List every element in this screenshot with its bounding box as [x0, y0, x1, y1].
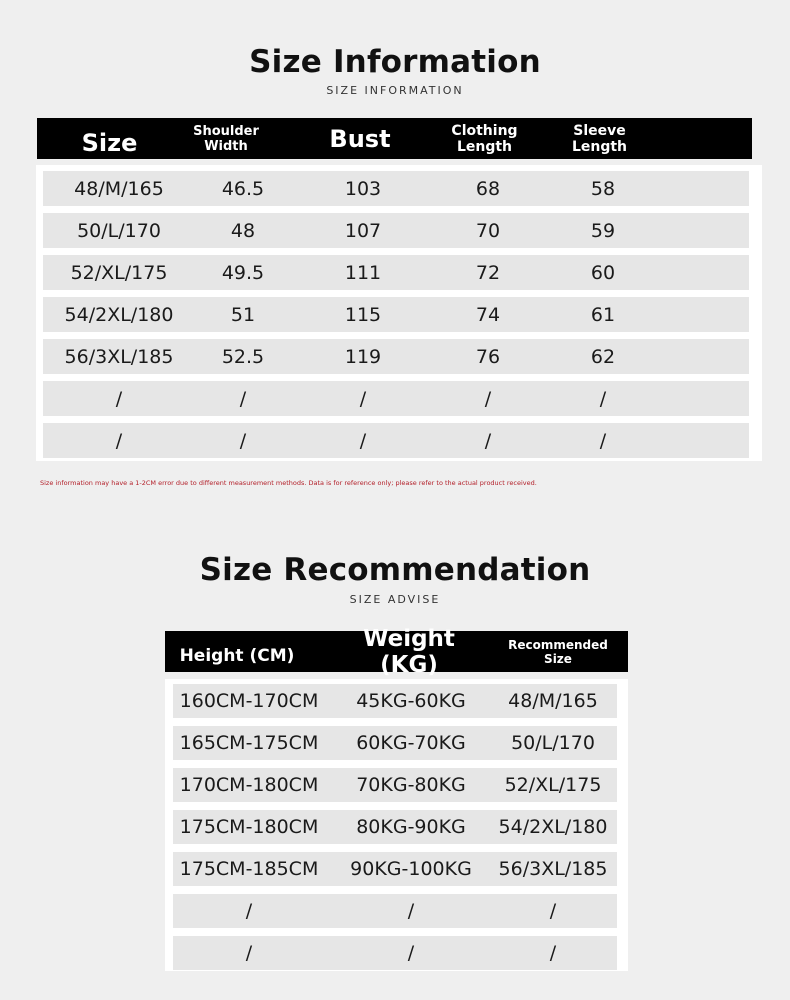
size-info-row [43, 423, 749, 458]
size-rec-cell-size: 52/XL/175 [504, 774, 602, 796]
size-rec-cell-height: 175CM-180CM [179, 816, 319, 838]
size-rec-cell-size: 48/M/165 [508, 690, 598, 712]
size-recommendation-header [165, 625, 628, 678]
size-rec-cell-size: / [549, 900, 557, 922]
header-clothing-length: Clothing Length [451, 122, 518, 155]
size-information-header [37, 118, 752, 159]
size-info-cell-size: 54/2XL/180 [64, 303, 174, 326]
size-rec-row [173, 852, 617, 886]
size-rec-cell-size: 54/2XL/180 [498, 816, 608, 838]
size-info-cell-sleeve: 61 [590, 303, 616, 326]
size-rec-cell-size: 50/L/170 [511, 732, 595, 754]
size-information-subtitle: SIZE INFORMATION [326, 84, 464, 97]
size-info-cell-size: / [115, 387, 123, 410]
size-rec-cell-weight: 80KG-90KG [356, 816, 466, 838]
size-rec-row [173, 810, 617, 844]
size-info-cell-length: 68 [475, 177, 501, 200]
size-rec-row [173, 894, 617, 928]
size-rec-row [173, 936, 617, 970]
size-rec-cell-weight: 90KG-100KG [350, 858, 472, 880]
size-rec-cell-height: 170CM-180CM [179, 774, 319, 796]
header-weight: Weight (KG) [363, 625, 455, 678]
measurement-note: Size information may have a 1-2CM error due to different measurement methods. Data is for reference only; please refer to the actual product received. [40, 479, 537, 487]
size-info-cell-size: 56/3XL/185 [64, 345, 174, 368]
size-rec-row [173, 684, 617, 718]
size-info-cell-size: 50/L/170 [77, 219, 161, 242]
size-info-cell-length: 70 [475, 219, 501, 242]
size-recommendation-title: Size Recommendation [199, 552, 591, 588]
size-rec-cell-weight: / [407, 942, 415, 964]
size-rec-cell-weight: 70KG-80KG [356, 774, 466, 796]
size-info-cell-shoulder: 48 [230, 219, 256, 242]
size-info-cell-bust: 103 [344, 177, 382, 200]
size-rec-row [173, 768, 617, 802]
size-info-row [43, 171, 749, 206]
size-rec-cell-weight: 60KG-70KG [356, 732, 466, 754]
size-info-cell-bust: / [359, 429, 367, 452]
header-size: Size [81, 128, 138, 157]
size-info-cell-shoulder: / [239, 387, 247, 410]
size-info-cell-size: 48/M/165 [74, 177, 164, 200]
header-shoulder-width: Shoulder Width [193, 123, 259, 154]
size-rec-cell-size: / [549, 942, 557, 964]
size-info-cell-length: / [484, 387, 492, 410]
size-rec-cell-height: / [245, 942, 253, 964]
header-recommended-size: Recommended Size [508, 637, 608, 666]
size-rec-cell-weight: / [407, 900, 415, 922]
size-info-cell-length: 76 [475, 345, 501, 368]
size-rec-cell-height: 165CM-175CM [179, 732, 319, 754]
size-info-row [43, 339, 749, 374]
size-info-cell-shoulder: 46.5 [221, 177, 265, 200]
size-info-cell-sleeve: 59 [590, 219, 616, 242]
size-rec-cell-height: 175CM-185CM [179, 858, 319, 880]
size-info-cell-bust: 111 [344, 261, 382, 284]
size-info-cell-bust: 119 [344, 345, 382, 368]
size-info-cell-size: / [115, 429, 123, 452]
size-info-row [43, 255, 749, 290]
size-info-cell-shoulder: 51 [230, 303, 256, 326]
size-info-cell-length: 74 [475, 303, 501, 326]
size-info-cell-length: 72 [475, 261, 501, 284]
size-info-cell-length: / [484, 429, 492, 452]
size-info-row [43, 213, 749, 248]
size-info-cell-bust: 107 [344, 219, 382, 242]
size-info-cell-shoulder: 52.5 [221, 345, 265, 368]
size-rec-cell-height: 160CM-170CM [179, 690, 319, 712]
header-sleeve-length: Sleeve Length [571, 122, 628, 155]
size-info-cell-sleeve: 62 [590, 345, 616, 368]
size-info-cell-sleeve: / [599, 429, 607, 452]
size-info-cell-bust: 115 [344, 303, 382, 326]
size-info-cell-sleeve: 58 [590, 177, 616, 200]
size-info-cell-bust: / [359, 387, 367, 410]
header-height: Height (CM) [179, 645, 295, 666]
size-info-row [43, 297, 749, 332]
size-information-title: Size Information [249, 44, 541, 80]
size-info-cell-sleeve: 60 [590, 261, 616, 284]
size-info-cell-shoulder: 49.5 [221, 261, 265, 284]
size-recommendation-subtitle: SIZE ADVISE [349, 593, 441, 606]
size-rec-cell-height: / [245, 900, 253, 922]
size-info-row [43, 381, 749, 416]
size-rec-cell-weight: 45KG-60KG [356, 690, 466, 712]
size-info-cell-sleeve: / [599, 387, 607, 410]
size-info-cell-size: 52/XL/175 [70, 261, 168, 284]
size-info-cell-shoulder: / [239, 429, 247, 452]
size-rec-cell-size: 56/3XL/185 [498, 858, 608, 880]
size-rec-row [173, 726, 617, 760]
header-bust: Bust [329, 124, 391, 153]
